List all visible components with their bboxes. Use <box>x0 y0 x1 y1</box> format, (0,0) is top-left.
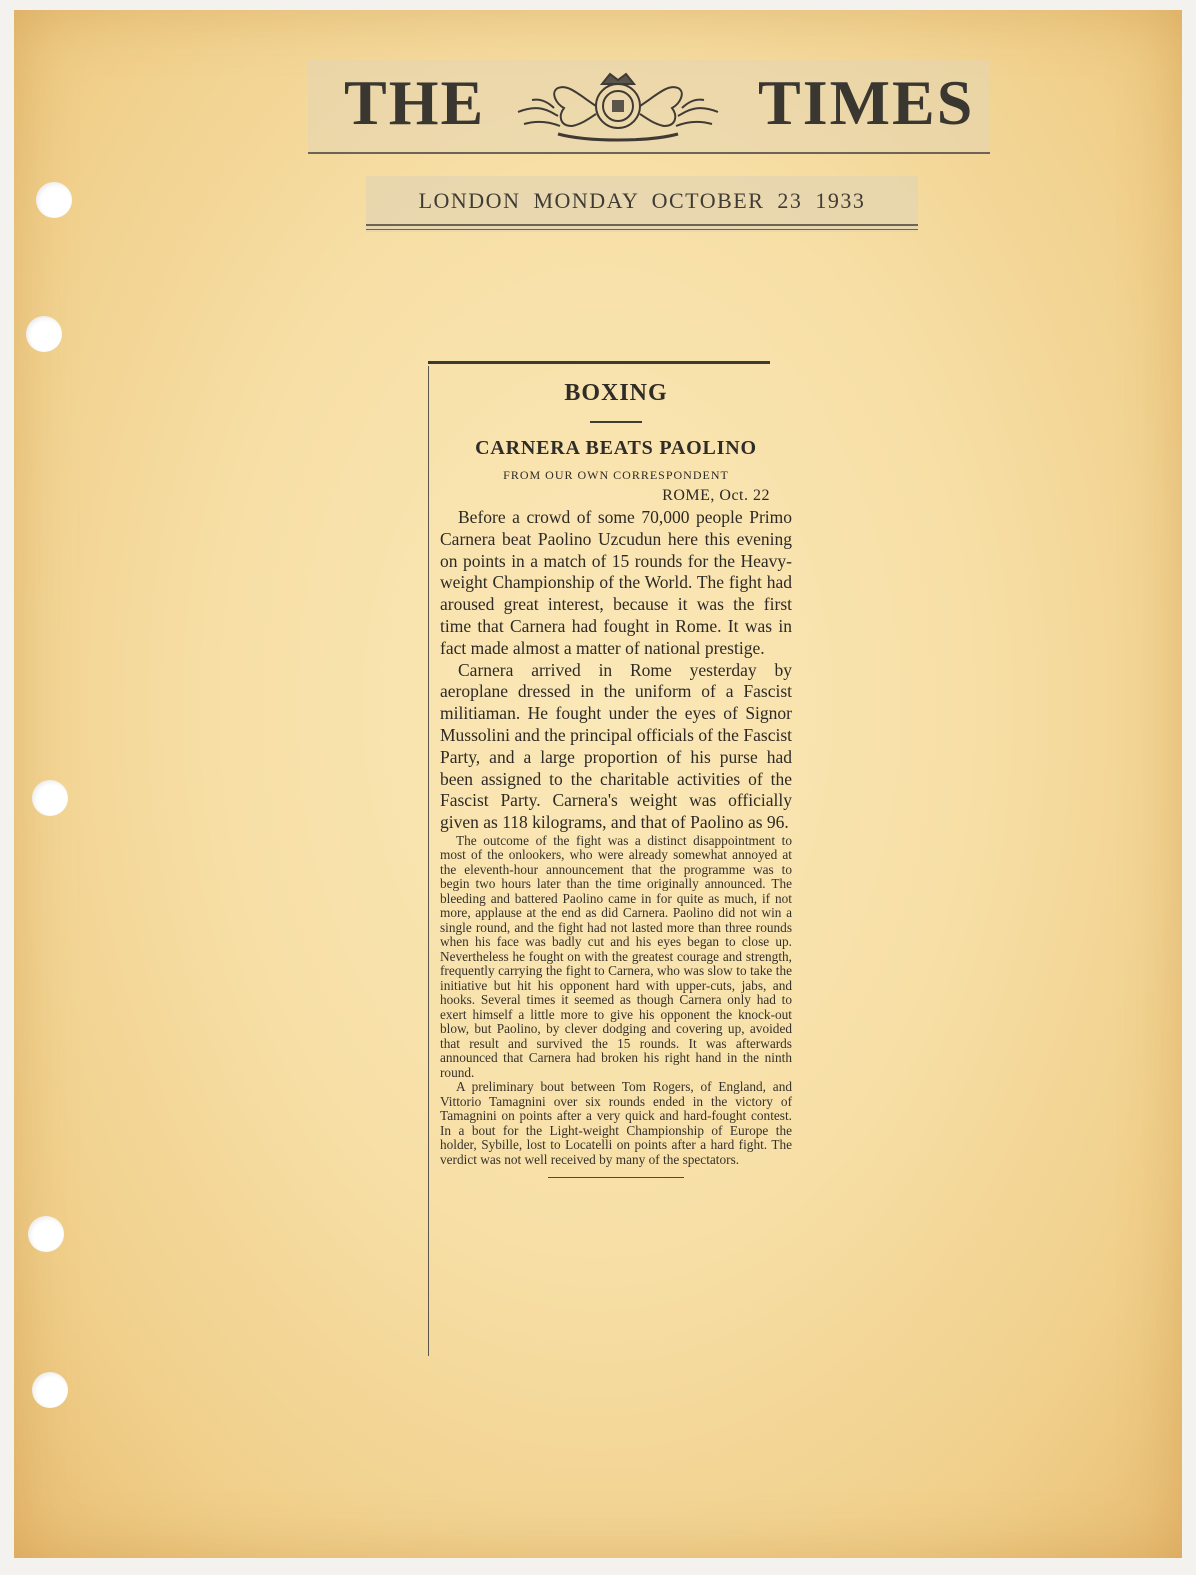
punch-hole <box>32 1372 68 1408</box>
dateline-strip <box>366 176 918 232</box>
clipping-top-rule <box>428 361 770 364</box>
article-paragraph: Before a crowd of some 70,000 people Primo Carnera beat Paolino Uzcudun here this evening on points in a match of 15 rounds for the Heavy-weight Championship of the World. The fight had aroused great interest, because it was the first time that Carnera had fought in Rome. It was in fact made almost a matter of national prestige. <box>440 507 792 658</box>
punch-hole <box>32 780 68 816</box>
masthead-word-times: TIMES <box>758 67 975 138</box>
article-headline: CARNERA BEATS PAOLINO <box>475 437 757 459</box>
article-byline: FROM OUR OWN CORRESPONDENT <box>503 468 729 482</box>
article-end-rule <box>548 1177 684 1178</box>
punch-hole <box>36 182 72 218</box>
article-paragraph: Carnera arrived in Rome yesterday by aeroplane dressed in the uniform of a Fascist militiaman. He fought under the eyes of Signor Mussolini and the principal officials of the Fascist Party, and a large proportion of his purse had been assigned to the charitable activities of the Fascist Party. Carnera's weight was officially given as 118 kilograms, and that of Paolino as 96. <box>440 659 792 833</box>
article-paragraph: The outcome of the fight was a distinct disappointment to most of the onlookers, who were already somewhat annoyed at the eleventh-hour announcement that the programme was to begin two hours later than the time originally announced. The bleeding and battered Paolino came in for quite as much, if not more, applause at the end as did Carnera. Paolino did not win a single round, and the fight had not lasted more than three rounds when his face was badly cut and his eyes began to close up. Nevertheless he fought on with the greatest courage and strength, frequently carrying the fight to Carnera, who was slow to take the initiative but hit his opponent hard with upper-cuts, jabs, and hooks. Several times it seemed as though Carnera only had to exert himself a little more to give his opponent the knock-out blow, but Paolino, by clever dodging and covering up, avoided that result and survived the 15 rounds. It was afterwards announced that Carnera had broken his right hand in the ninth round. <box>440 832 792 1080</box>
article-place-date: ROME, Oct. 22 <box>662 487 770 504</box>
dateline: LONDON MONDAY OCTOBER 23 1933 <box>418 188 866 213</box>
dateline-rule <box>366 229 918 230</box>
section-heading: BOXING <box>564 380 668 406</box>
punch-hole <box>28 1216 64 1252</box>
dateline-rule <box>366 224 918 226</box>
masthead-word-the: THE <box>344 67 486 138</box>
clipping-column-rule <box>428 366 429 1356</box>
newspaper-masthead <box>308 60 990 154</box>
section-divider <box>590 421 642 423</box>
article-paragraph: A preliminary bout between Tom Rogers, of England, and Vittorio Tamagnini over six rounds ended in the victory of Tamagnini on points after a very quick and hard-fought contest. In a bout for the Light-weight Championship of Europe the holder, Sybille, lost to Locatelli on points after a hard fight. The verdict was not well received by many of the spectators. <box>440 1079 792 1167</box>
article-clipping <box>440 380 792 1178</box>
punch-hole <box>26 316 62 352</box>
royal-coat-of-arms-icon <box>498 64 738 144</box>
